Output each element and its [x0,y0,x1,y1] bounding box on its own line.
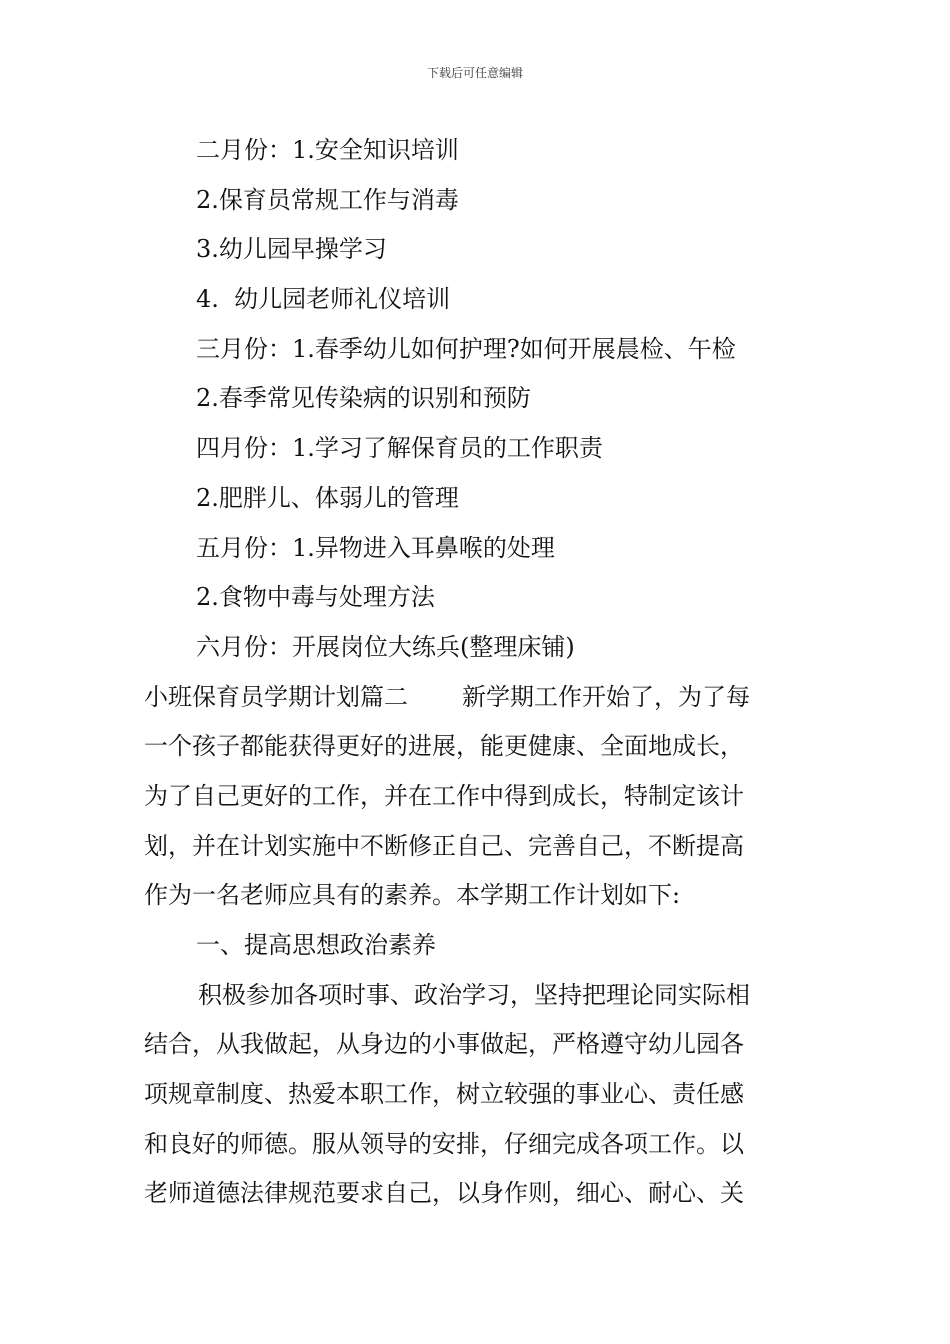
text-line: 2.肥胖儿、体弱儿的管理 [196,483,459,512]
text-line: 积极参加各项时事、政治学习，坚持把理论同实际相 [198,980,750,1009]
text-line: 2.食物中毒与处理方法 [196,583,435,612]
text-line: 结合，从我做起，从身边的小事做起，严格遵守幼儿园各 [144,1030,744,1059]
text-line: 六月份：开展岗位大练兵(整理床铺) [196,632,575,661]
text-line: 2.保育员常规工作与消毒 [196,185,459,214]
text-line: 老师道德法律规范要求自己，以身作则，细心、耐心、关 [144,1179,744,1208]
text-line: 作为一名老师应具有的素养。本学期工作计划如下: [144,881,681,910]
text-line: 一个孩子都能获得更好的进展，能更健康、全面地成长， [144,732,744,761]
text-line: 划，并在计划实施中不断修正自己、完善自己，不断提高 [144,831,744,860]
section-title: 小班保育员学期计划篇二 [144,682,408,711]
document-body [0,126,950,1219]
text-line: 和良好的师德。服从领导的安排，仔细完成各项工作。以 [144,1129,744,1158]
text-line: 五月份：1.异物进入耳鼻喉的处理 [196,533,555,562]
text-line: 为了自己更好的工作，并在工作中得到成长，特制定该计 [144,781,744,810]
text-line: 四月份：1.学习了解保育员的工作职责 [196,434,603,463]
text-line: 三月份：1.春季幼儿如何护理?如何开展晨检、午检 [196,334,736,363]
subheading: 一、提高思想政治素养 [196,931,436,959]
page-header: 下载后可任意编辑 [426,66,523,80]
text-line: 项规章制度、热爱本职工作，树立较强的事业心、责任感 [144,1080,744,1109]
section-intro: 新学期工作开始了，为了每 [462,682,750,711]
text-line: 4. 幼儿园老师礼仪培训 [196,285,451,314]
section-heading-line [0,673,950,723]
text-line: 3.幼儿园早操学习 [196,235,387,264]
text-line: 二月份：1.安全知识培训 [196,136,459,164]
text-line: 2.春季常见传染病的识别和预防 [196,384,531,413]
